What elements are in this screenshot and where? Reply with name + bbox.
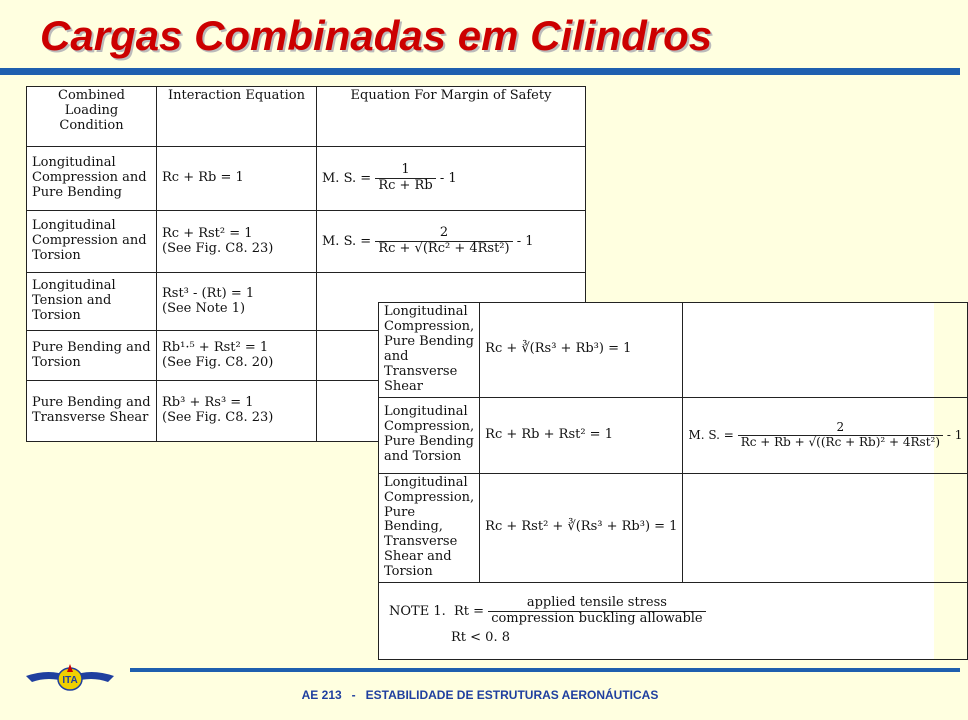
footer-bar [130, 668, 960, 672]
header-margin: Equation For Margin of Safety [317, 87, 586, 147]
note-label: NOTE 1. [389, 604, 446, 620]
header-condition: Combined Loading Condition [27, 87, 157, 147]
title-underline-bar [0, 68, 960, 75]
table-row: Longitudinal Compression, Pure Bending and Transverse Shear Rc + ∛(Rs³ + Rb³) = 1 [379, 303, 968, 398]
course-footer: AE 213 - ESTABILIDADE DE ESTRUTURAS AERONÁUTICAS [301, 688, 659, 702]
note-row: NOTE 1. Rt = $\frac{\text{applied tensile stress}}{\text{compression buckling allowable}}$ Rt < 0. 8 [379, 583, 968, 660]
combined-loading-table-continued [378, 302, 963, 660]
table-row: Longitudinal Compression, Pure Bending and Torsion Rc + Rb + Rst² = 1 M. S. = $\frac{2}{\text{Rc + Rb + √((Rc + Rb)² + 4Rst²)}}$ - 1 [379, 397, 968, 473]
table-row: Pure Bending and Torsion Rb¹·⁵ + Rst² = 1 (See Fig. C8. 20) [27, 331, 586, 381]
page-title: Cargas Combinadas em Cilindros [40, 12, 713, 59]
svg-text:ITA: ITA [62, 675, 78, 686]
table-row: Pure Bending and Transverse Shear Rb³ + Rs³ = 1 (See Fig. C8. 23) [27, 381, 586, 442]
note-condition: Rt < 0. 8 [451, 630, 510, 646]
table-row: Longitudinal Compression and Torsion Rc + Rst² = 1 (See Fig. C8. 23) M. S. = $\frac{2}{\text{Rc + √(Rc² + 4Rst²)}}$ - 1 [27, 211, 586, 273]
header-interaction: Interaction Equation [157, 87, 317, 147]
table-row: Longitudinal Compression, Pure Bending, Transverse Shear and Torsion Rc + Rst² + ∛(Rs³ + Rb³) = 1 [379, 473, 968, 583]
table-row: Longitudinal Compression and Pure Bending Rc + Rb = 1 M. S. = $\frac{1}{Rc + Rb}$ - 1 [27, 147, 586, 211]
table-row: Longitudinal Tension and Torsion Rst³ - (Rt) = 1 (See Note 1) [27, 273, 586, 331]
